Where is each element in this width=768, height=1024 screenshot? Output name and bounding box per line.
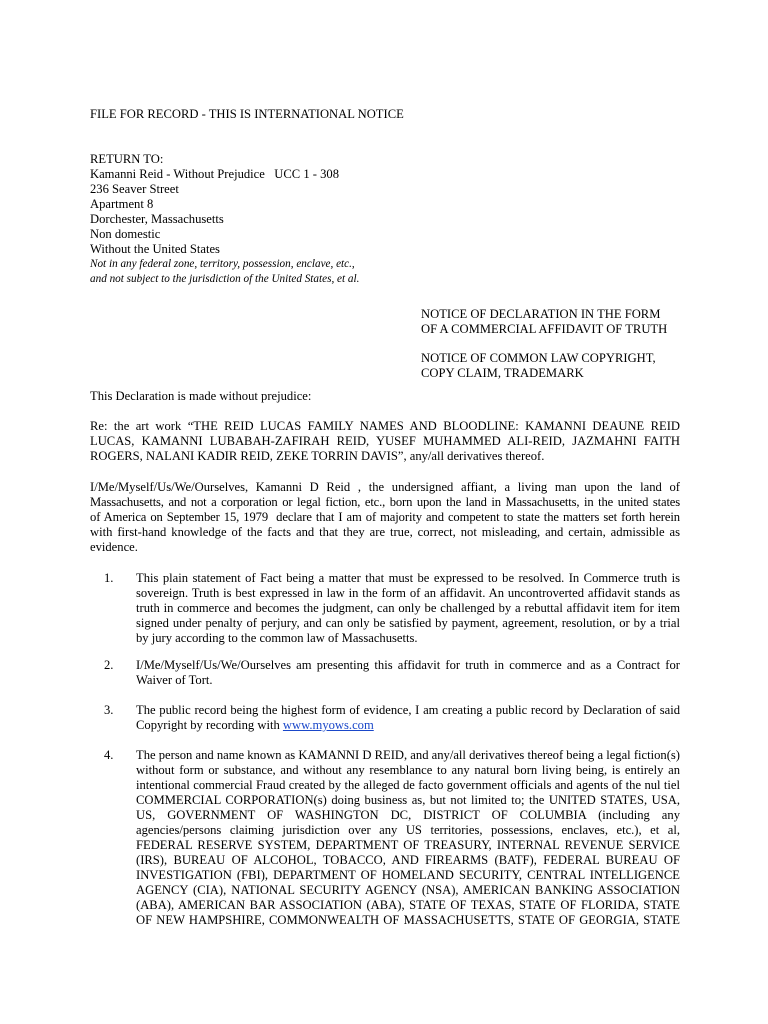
re-line-2: LUCAS, KAMANNI LUBABAH-ZAFIRAH REID, YUSEF MUHAMMED ALI-REID, JAZMAHNI FAITH (90, 434, 680, 448)
list-item-line: INVESTIGATION (FBI), DEPARTMENT OF HOMELAND SECURITY, CENTRAL INTELLIGENCE (136, 868, 680, 882)
affiant-line-1: I/Me/Myself/Us/We/Ourselves, Kamanni D Reid , the undersigned affiant, a living man upon the land of (90, 480, 680, 494)
return-street-line: 236 Seaver Street (90, 182, 179, 196)
list-item-number: 3. (104, 703, 114, 717)
list-item-number: 2. (104, 658, 114, 672)
list-item-line: signed under penalty of perjury, and can only be satisfied by payment, agreement, resolution, or by a trial (136, 616, 680, 630)
italic-note-line-2: and not subject to the jurisdiction of the United States, et al. (90, 273, 360, 285)
list-item-text: Copyright by recording with (136, 718, 283, 732)
list-item-line: without form or substance, and without any resemblance to any natural born living being, is entirely an (136, 763, 680, 777)
notice-copyright-line-1: NOTICE OF COMMON LAW COPYRIGHT, (421, 351, 656, 365)
list-item-line: sovereign. Truth is best expressed in law in the form of an affidavit. An uncontroverted affidavit stands as (136, 586, 680, 600)
list-item-line: intentional commercial Fraud created by the alleged de facto government officials and agents of the nul tiel (136, 778, 680, 792)
list-item-line: agencies/persons claiming jurisdiction over any US territories, possessions, enclaves, etc.), et al, (136, 823, 680, 837)
notice-declaration-line-2: OF A COMMERCIAL AFFIDAVIT OF TRUTH (421, 322, 668, 336)
return-status-line: Non domestic (90, 227, 161, 241)
notice-declaration-line-1: NOTICE OF DECLARATION IN THE FORM (421, 307, 661, 321)
list-item-body (136, 703, 680, 733)
list-item-body (136, 748, 680, 928)
list-item-number: 4. (104, 748, 114, 762)
list-item-line: truth in commerce and becomes the judgment, can only be challenged by a rebuttal affidavit item for item (136, 601, 680, 615)
list-item-line: COMMERCIAL CORPORATION(s) doing business as, but not limited to; the UNITED STATES, USA, (136, 793, 680, 807)
return-to-label: RETURN TO: (90, 152, 164, 166)
list-item-body (136, 658, 680, 688)
list-item-line-with-link (136, 718, 680, 733)
list-item-line: The public record being the highest form of evidence, I am creating a public record by Declaration of said (136, 703, 680, 717)
list-item-line: US, GOVERNMENT OF WASHINGTON DC, DISTRICT OF COLUMBIA (including any (136, 808, 680, 822)
list-item-line: Waiver of Tort. (136, 673, 213, 687)
list-item-line: This plain statement of Fact being a matter that must be expressed to be resolved. In Commerce truth is (136, 571, 680, 585)
affiant-paragraph (90, 480, 680, 555)
return-city-line: Dorchester, Massachusetts (90, 212, 224, 226)
return-apartment-line: Apartment 8 (90, 197, 154, 211)
affiant-line-3: of America on September 15, 1979 declare that I am of majority and competent to state the matters set forth herein (90, 510, 680, 524)
list-item-line: (IRS), BUREAU OF ALCOHOL, TOBACCO, AND FIREARMS (BATF), FEDERAL BUREAU OF (136, 853, 680, 867)
notice-block (421, 307, 667, 381)
re-line-1: Re: the art work “THE REID LUCAS FAMILY NAMES AND BLOODLINE: KAMANNI DEAUNE REID (90, 419, 680, 433)
notice-copyright-line-2: COPY CLAIM, TRADEMARK (421, 366, 584, 380)
list-item-number: 1. (104, 571, 114, 585)
list-item-line: by jury according to the common law of Massachusetts. (136, 631, 418, 645)
affiant-line-4: with first-hand knowledge of the facts and that they are true, correct, not misleading, and certain, admissible as (90, 525, 680, 539)
myows-link[interactable]: www.myows.com (282, 718, 374, 732)
list-item-line: (ABA), AMERICAN BAR ASSOCIATION (ABA), STATE OF TEXAS, STATE OF FLORIDA, STATE (136, 898, 680, 912)
affiant-line-2: Massachusetts, and not a corporation or legal fiction, etc., born upon the land in Massachusetts, in the united states (90, 495, 680, 509)
prejudice-statement: This Declaration is made without prejudice: (90, 389, 312, 403)
list-item-line: I/Me/Myself/Us/We/Ourselves am presenting this affidavit for truth in commerce and as a Contract for (136, 658, 680, 672)
return-name-line: Kamanni Reid - Without Prejudice UCC 1 - 308 (90, 167, 340, 181)
return-to-block (90, 152, 359, 287)
list-item-line: OF NEW HAMPSHIRE, COMMONWEALTH OF MASSACHUSETTS, STATE OF GEORGIA, STATE (136, 913, 680, 927)
re-paragraph (90, 419, 680, 464)
list-item-body (136, 571, 680, 646)
return-jurisdiction-line: Without the United States (90, 242, 220, 256)
re-line-3: ROGERS, NALANI KADIR REID, ZEKE TORRIN DAVIS”, any/all derivatives thereof. (90, 449, 545, 463)
document-header: FILE FOR RECORD - THIS IS INTERNATIONAL NOTICE (90, 107, 404, 121)
list-item-line: The person and name known as KAMANNI D REID, and any/all derivatives thereof being a legal fiction(s) (136, 748, 680, 762)
list-item-line: FEDERAL RESERVE SYSTEM, DEPARTMENT OF TREASURY, INTERNAL REVENUE SERVICE (136, 838, 680, 852)
italic-note-line-1: Not in any federal zone, territory, possession, enclave, etc., (90, 258, 355, 270)
affiant-line-5: evidence. (90, 540, 138, 554)
list-item-line: AGENCY (CIA), NATIONAL SECURITY AGENCY (NSA), AMERICAN BANKING ASSOCIATION (136, 883, 680, 897)
